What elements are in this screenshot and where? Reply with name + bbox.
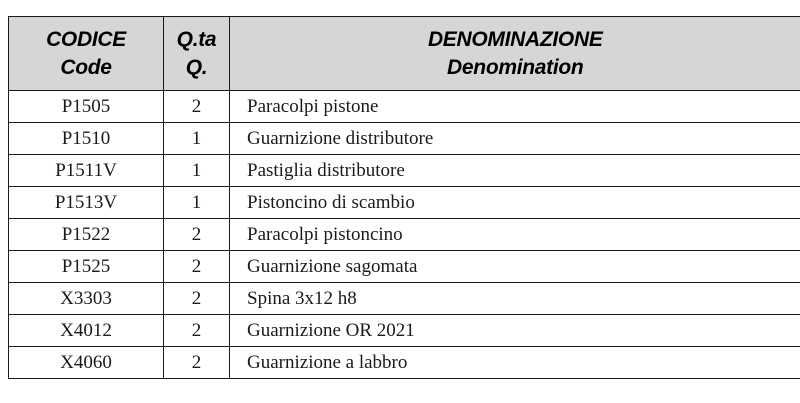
cell-desc: Pistoncino di scambio <box>230 187 800 219</box>
cell-qty: 2 <box>164 251 230 283</box>
header-code-en: Code <box>60 55 112 79</box>
cell-desc: Guarnizione OR 2021 <box>230 315 800 347</box>
cell-code: P1511V <box>9 155 164 187</box>
table-row <box>9 347 800 379</box>
table-row <box>9 155 800 187</box>
cell-desc: Guarnizione distributore <box>230 123 800 155</box>
cell-qty: 2 <box>164 219 230 251</box>
cell-desc: Pastiglia distributore <box>230 155 800 187</box>
header-code <box>9 17 164 91</box>
table-header <box>9 17 800 91</box>
parts-table <box>8 16 800 379</box>
cell-code: P1513V <box>9 187 164 219</box>
cell-code: P1505 <box>9 91 164 123</box>
cell-qty: 1 <box>164 187 230 219</box>
cell-code: P1522 <box>9 219 164 251</box>
cell-code: X3303 <box>9 283 164 315</box>
cell-qty: 1 <box>164 155 230 187</box>
header-desc <box>230 17 800 91</box>
table-row <box>9 123 800 155</box>
table-row <box>9 251 800 283</box>
header-desc-it: DENOMINAZIONE <box>427 27 603 51</box>
cell-code: P1525 <box>9 251 164 283</box>
header-qty-it: Q.ta <box>176 27 217 51</box>
cell-code: P1510 <box>9 123 164 155</box>
cell-desc: Guarnizione a labbro <box>230 347 800 379</box>
cell-qty: 2 <box>164 283 230 315</box>
table-row <box>9 315 800 347</box>
table-row <box>9 219 800 251</box>
cell-desc: Paracolpi pistone <box>230 91 800 123</box>
cell-qty: 2 <box>164 91 230 123</box>
table-row <box>9 91 800 123</box>
cell-desc: Spina 3x12 h8 <box>230 283 800 315</box>
cell-qty: 2 <box>164 315 230 347</box>
header-desc-en: Denomination <box>447 55 584 79</box>
header-qty <box>164 17 230 91</box>
header-code-it: CODICE <box>46 27 126 51</box>
header-qty-en: Q. <box>185 55 208 79</box>
cell-qty: 1 <box>164 123 230 155</box>
table-row <box>9 283 800 315</box>
cell-desc: Paracolpi pistoncino <box>230 219 800 251</box>
cell-desc: Guarnizione sagomata <box>230 251 800 283</box>
cell-code: X4060 <box>9 347 164 379</box>
table-body <box>9 91 800 379</box>
cell-qty: 2 <box>164 347 230 379</box>
cell-code: X4012 <box>9 315 164 347</box>
table-row <box>9 187 800 219</box>
header-row <box>9 17 800 91</box>
